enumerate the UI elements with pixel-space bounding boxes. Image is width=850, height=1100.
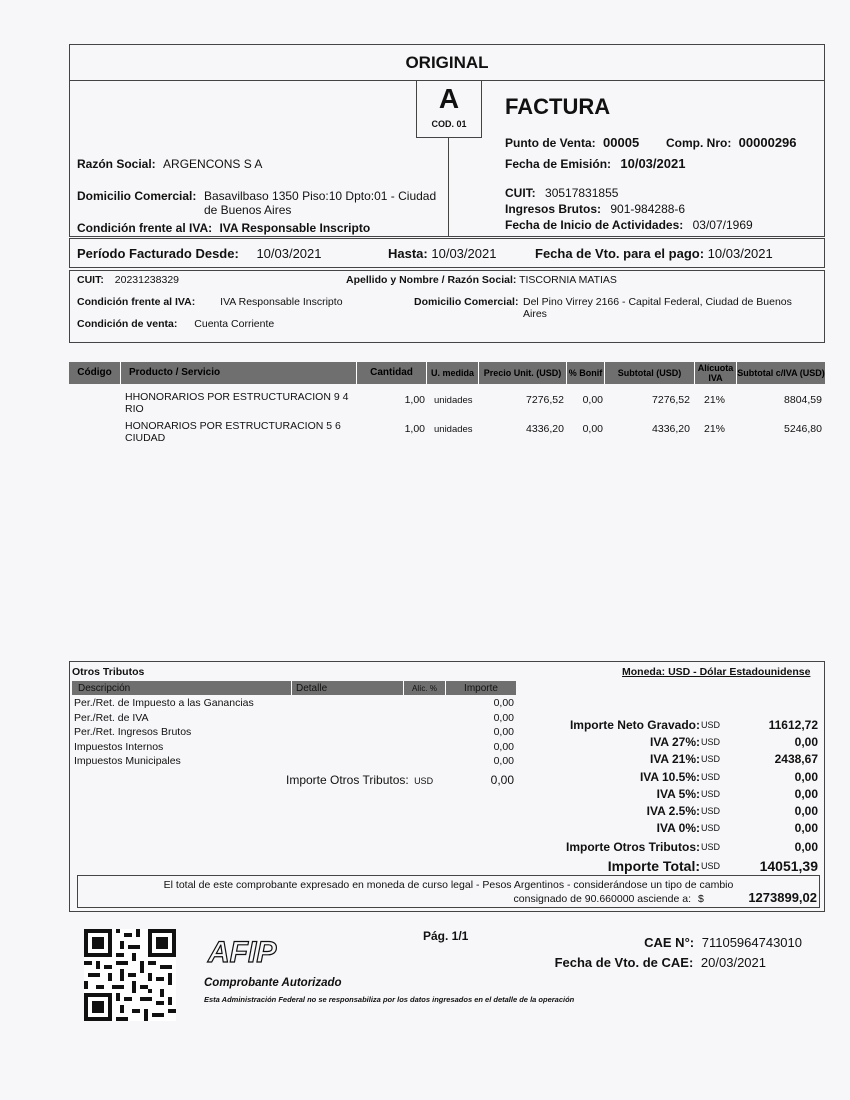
afip-disclaimer: Esta Administración Federal no se responsabiliza por los datos ingresados en el detalle de la operación: [204, 995, 575, 1004]
item-precio: 7276,52: [526, 394, 564, 406]
otros-col-desc: Descripción: [72, 681, 292, 695]
col-cantidad: Cantidad: [357, 362, 427, 384]
otros-col-detalle: Detalle: [292, 681, 404, 695]
otros-row: Impuestos Internos 0,00: [74, 741, 514, 753]
client-section: [69, 270, 825, 343]
legal-currency-box: [77, 875, 820, 908]
otros-col-importe: Importe: [464, 682, 498, 694]
item-cantidad: 1,00: [404, 423, 425, 435]
invoice-code: COD. 01: [431, 119, 467, 129]
otros-row: Per./Ret. de IVA 0,00: [74, 712, 514, 724]
item-subtotal: 7276,52: [652, 394, 690, 406]
item-precio: 4336,20: [526, 423, 564, 435]
page-number: Pág. 1/1: [423, 929, 469, 943]
item-subtotal-iva: 5246,80: [784, 423, 822, 435]
comp-nro: Comp. Nro: 00000296: [666, 135, 797, 150]
cae-number: CAE N°: 71105964743010: [644, 935, 802, 950]
item-producto: HHONORARIOS POR ESTRUCTURACION 9 4 RIO: [125, 391, 349, 415]
otros-tributos-title: Otros Tributos: [72, 666, 145, 678]
period-hasta: Hasta: 10/03/2021: [388, 246, 497, 261]
condicion-venta: Condición de venta: Cuenta Corriente: [77, 318, 275, 330]
item-subtotal-iva: 8804,59: [784, 394, 822, 406]
otros-row: Per./Ret. Ingresos Brutos 0,00: [74, 726, 514, 738]
punto-venta: Punto de Venta: 00005: [505, 135, 640, 150]
items-table-header: [69, 362, 825, 384]
comprobante-autorizado: Comprobante Autorizado: [204, 977, 342, 989]
client-name: Apellido y Nombre / Razón Social: TISCORNIA MATIAS: [346, 274, 617, 286]
item-unidad: unidades: [434, 424, 473, 435]
item-unidad: unidades: [434, 395, 473, 406]
fecha-emision: Fecha de Emisión: 10/03/2021: [505, 156, 686, 171]
cae-vto: Fecha de Vto. de CAE: 20/03/2021: [554, 955, 766, 970]
item-bonif: 0,00: [582, 394, 603, 406]
client-iva: Condición frente al IVA: IVA Responsable Inscripto: [77, 296, 343, 308]
inicio-actividades: Fecha de Inicio de Actividades: 03/07/1969: [505, 218, 753, 232]
invoice-letter: A: [438, 83, 460, 114]
copy-header: [69, 44, 825, 81]
col-unidad: U. medida: [427, 362, 479, 384]
item-cantidad: 1,00: [404, 394, 425, 406]
otros-row: Impuestos Municipales 0,00: [74, 755, 514, 767]
item-alicuota: 21%: [704, 394, 726, 406]
otros-table-header: [72, 681, 516, 695]
svg-text:AFIP: AFIP: [208, 936, 277, 966]
domicilio-label: Domicilio Comercial:: [77, 189, 197, 203]
otros-col-alic: Alíc. %: [404, 681, 446, 695]
issuer-iva: Condición frente al IVA: IVA Responsable Inscripto: [77, 221, 371, 235]
col-codigo: Código: [69, 362, 121, 384]
otros-row: Per./Ret. de Impuesto a las Ganancias 0,00: [74, 697, 514, 709]
header-divider: [448, 136, 449, 236]
otros-total: Importe Otros Tributos: USD: [286, 773, 434, 787]
item-subtotal: 4336,20: [652, 423, 690, 435]
otros-total-value: 0,00: [490, 773, 514, 787]
legal-text-2: consignado de 90.660000 asciende a:: [513, 893, 691, 905]
document-title: FACTURA: [505, 94, 611, 119]
qr-code[interactable]: [84, 929, 176, 1021]
issuer-cuit: CUIT: 30517831855: [505, 186, 619, 200]
client-domicilio-label: Domicilio Comercial:: [414, 296, 519, 308]
afip-logo: [206, 936, 326, 966]
billing-period: [69, 238, 825, 268]
payment-due: Fecha de Vto. para el pago: 10/03/2021: [535, 246, 773, 261]
legal-total: 1273899,02: [748, 890, 817, 905]
item-bonif: 0,00: [582, 423, 603, 435]
invoice-type-box: [416, 80, 482, 138]
legal-text-1: El total de este comprobante expresado en moneda de curso legal - Pesos Argentinos - considerándose un tipo de cambio: [163, 879, 734, 891]
col-subtotal: Subtotal (USD): [605, 362, 695, 384]
razon-social: Razón Social: ARGENCONS S A: [77, 157, 263, 171]
col-subtotal-iva: Subtotal c/IVA (USD): [737, 368, 825, 378]
legal-currency: $: [698, 893, 704, 905]
item-producto: HONORARIOS POR ESTRUCTURACION 5 6 CIUDAD: [125, 420, 341, 444]
col-producto: Producto / Servicio: [121, 362, 357, 384]
copy-label: ORIGINAL: [405, 53, 489, 72]
client-domicilio: Del Pino Virrey 2166 - Capital Federal, Ciudad de Buenos Aires: [523, 296, 792, 320]
issuer-iibb: Ingresos Brutos: 901-984288-6: [505, 202, 686, 216]
col-precio: Precio Unit. (USD): [479, 362, 567, 384]
col-alicuota: Alícuota IVA: [695, 362, 737, 384]
client-cuit: CUIT: 20231238329: [77, 274, 180, 286]
domicilio-value: Basavilbaso 1350 Piso:10 Dpto:01 - Ciudad de Buenos Aires: [204, 189, 437, 217]
item-alicuota: 21%: [704, 423, 726, 435]
moneda-label: Moneda: USD - Dólar Estadounidense: [622, 666, 811, 678]
col-bonif: % Bonif: [567, 362, 605, 384]
period-desde: Período Facturado Desde: 10/03/2021: [77, 246, 322, 261]
